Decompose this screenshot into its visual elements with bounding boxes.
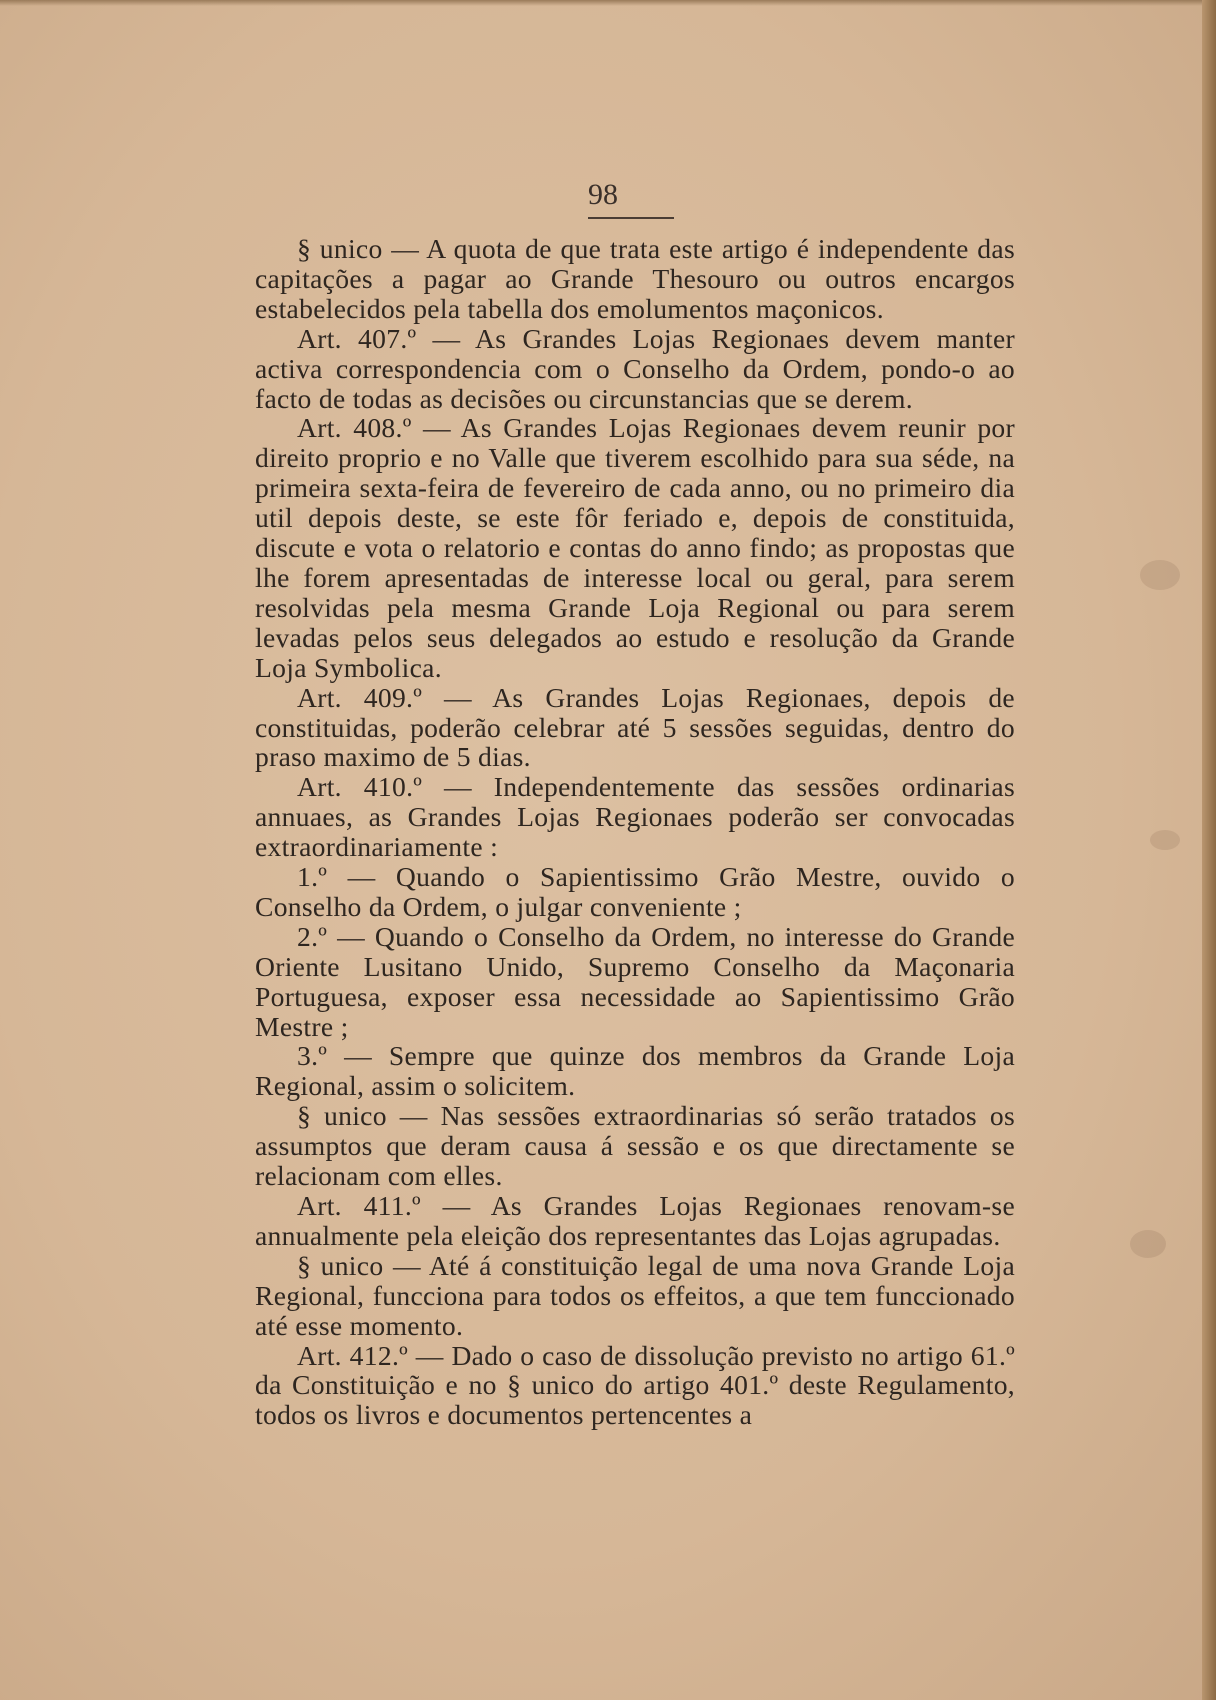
paper-stain [1140, 560, 1180, 590]
paragraph: 2.º — Quando o Conselho da Ordem, no interesse do Grande Oriente Lusitano Unido, Supremo Conselho da Maçonaria Portuguesa, exposer essa necessidade ao Sapientissimo Grão Mestre ; [255, 920, 1015, 1042]
paragraph: Art. 411.º — As Grandes Lojas Regionaes renovam-se annualmente pela eleição dos representantes das Lojas agrupadas. [255, 1190, 1015, 1251]
paragraph: § unico — A quota de que trata este artigo é independente das capitações a pagar ao Grande Thesouro ou outros encargos estabelecidos pela tabella dos emolumentos maçonicos. [255, 233, 1015, 324]
paragraph: 1.º — Quando o Sapientissimo Grão Mestre, ouvido o Conselho da Ordem, o julgar conveniente ; [255, 861, 1015, 922]
paper-stain [1150, 830, 1180, 850]
paragraph: Art. 407.º — As Grandes Lojas Regionaes devem manter activa correspondencia com o Conselho da Ordem, pondo-o ao facto de todas as decisões ou circunstancias que se derem. [255, 322, 1015, 414]
paragraph: § unico — Até á constituição legal de uma nova Grande Loja Regional, funcciona para todos os effeitos, a que tem funccionado até esse momento. [255, 1249, 1015, 1341]
paragraph: 3.º — Sempre que quinze dos membros da Grande Loja Regional, assim o solicitem. [255, 1040, 1015, 1102]
page-right-edge [1202, 0, 1216, 1700]
page-number: 98 [588, 178, 618, 211]
paragraph: Art. 412.º — Dado o caso de dissolução previsto no artigo 61.º da Constituição e no § unico do artigo 401.º deste Regulamento, todos os livros e documentos pertencentes a [255, 1339, 1015, 1431]
paragraph: Art. 408.º — As Grandes Lojas Regionaes devem reunir por direito proprio e no Valle que tiverem escolhido para sua séde, na primeira sexta-feira de fevereiro de cada anno, ou no primeiro dia util depois deste, se este fôr feriado e, depois de constituida, discute e vota o relatorio e contas do anno findo; as propostas que lhe forem apresentadas de interesse local ou geral, para serem resolvidas pela mesma Grande Loja Regional ou para serem levadas pelos seus delegados ao estudo e resolução da Grande Loja Symbolica. [255, 412, 1015, 683]
page-top-edge [0, 0, 1216, 6]
paragraph: Art. 409.º — As Grandes Lojas Regionaes, depois de constituidas, poderão celebrar até 5 sessões seguidas, dentro do praso maximo de 5 dias. [255, 681, 1015, 773]
paper-stain [1130, 1230, 1166, 1258]
paragraph: Art. 410.º — Independentemente das sessões ordinarias annuaes, as Grandes Lojas Regionaes poderão ser convocadas extraordinariamente : [255, 771, 1015, 863]
body-text [255, 234, 1015, 1430]
paragraph: § unico — Nas sessões extraordinarias só serão tratados os assumptos que deram causa á sessão e os que directamente se relacionam com elles. [255, 1100, 1015, 1192]
page-number-rule [588, 217, 674, 219]
